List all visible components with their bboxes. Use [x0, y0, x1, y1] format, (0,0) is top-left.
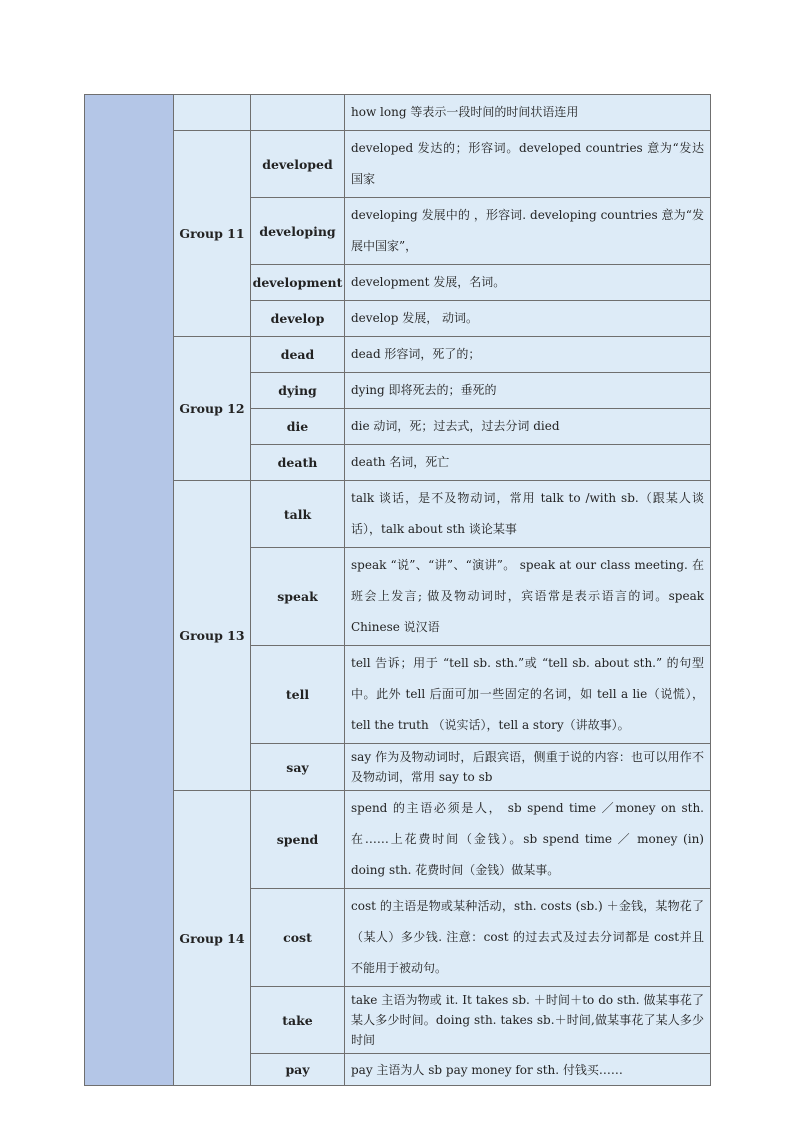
word-cell: pay [251, 1054, 345, 1086]
definition-cell: develop 发展， 动词。 [345, 301, 711, 337]
group-label: Group 12 [174, 337, 251, 481]
word-cell: tell [251, 646, 345, 744]
group-label: Group 14 [174, 791, 251, 1086]
definition-cell: how long 等表示一段时间的时间状语连用 [345, 95, 711, 131]
definition-cell: pay 主语为人 sb pay money for sth. 付钱买…… [345, 1054, 711, 1086]
word-cell: dying [251, 373, 345, 409]
definition-cell: talk 谈话，是不及物动词，常用 talk to /with sb.（跟某人谈话），talk about sth 谈论某事 [345, 481, 711, 548]
definition-cell: say 作为及物动词时，后跟宾语，侧重于说的内容：也可以用作不及物动词，常用 say to sb [345, 744, 711, 791]
word-cell: dead [251, 337, 345, 373]
side-band [85, 95, 174, 1086]
definition-cell: die 动词，死；过去式，过去分词 died [345, 409, 711, 445]
word-cell: talk [251, 481, 345, 548]
vocabulary-table [84, 94, 711, 1086]
word-cell: cost [251, 889, 345, 987]
definition-cell: tell 告诉；用于 “tell sb. sth.”或 “tell sb. about sth.” 的句型中。此外 tell 后面可加一些固定的名词，如 tell a lie（说慌），tell the truth （说实话），tell a story（讲故事）。 [345, 646, 711, 744]
group-label: Group 13 [174, 481, 251, 791]
word-cell: spend [251, 791, 345, 889]
definition-cell: death 名词，死亡 [345, 445, 711, 481]
definition-cell: developed 发达的；形容词。developed countries 意为“发达国家 [345, 131, 711, 198]
definition-cell: development 发展，名词。 [345, 265, 711, 301]
definition-cell: speak “说”、“讲”、“演讲”。 speak at our class meeting. 在班会上发言; 做及物动词时，宾语常是表示语言的词。speak Chinese 说汉语 [345, 548, 711, 646]
definition-cell: dying 即将死去的；垂死的 [345, 373, 711, 409]
word-cell: develop [251, 301, 345, 337]
group-label: Group 11 [174, 131, 251, 337]
word-cell: developing [251, 198, 345, 265]
definition-cell: take 主语为物或 it. It takes sb. ＋时间＋to do sth. 做某事花了某人多少时间。doing sth. takes sb.＋时间,做某事花了某人多少时间 [345, 987, 711, 1054]
word-cell-empty [251, 95, 345, 131]
word-cell: development [251, 265, 345, 301]
word-cell: take [251, 987, 345, 1054]
word-cell: death [251, 445, 345, 481]
word-cell: say [251, 744, 345, 791]
word-cell: developed [251, 131, 345, 198]
definition-cell: cost 的主语是物或某种活动，sth. costs (sb.) ＋金钱，某物花了（某人）多少钱. 注意：cost 的过去式及过去分词都是 cost并且不能用于被动句。 [345, 889, 711, 987]
word-cell: speak [251, 548, 345, 646]
group-cell-empty [174, 95, 251, 131]
definition-cell: dead 形容词，死了的； [345, 337, 711, 373]
definition-cell: developing 发展中的 ，形容词. developing countries 意为“发展中国家”， [345, 198, 711, 265]
word-cell: die [251, 409, 345, 445]
definition-cell: spend 的主语必须是人， sb spend time ／money on sth. 在……上花费时间（金钱）。sb spend time ／ money (in) doing sth. 花费时间（金钱）做某事。 [345, 791, 711, 889]
